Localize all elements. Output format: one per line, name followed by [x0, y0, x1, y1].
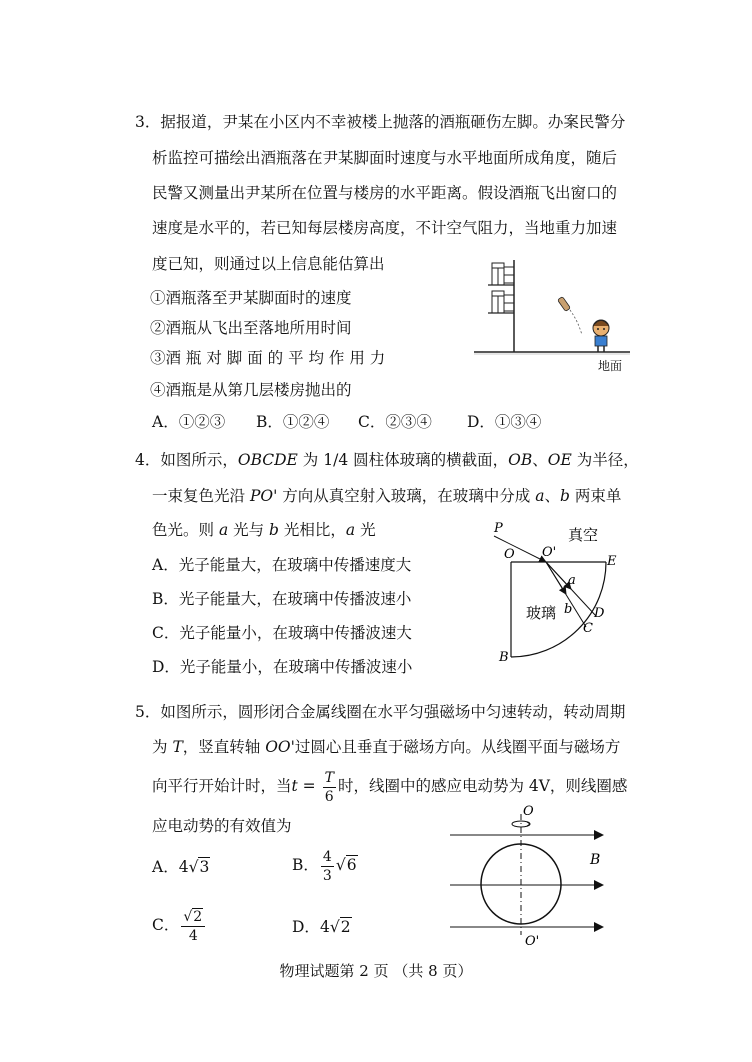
label-o-top: O [523, 804, 534, 819]
q3-item-2: ②酒瓶从飞出至落地所用时间 [150, 319, 352, 337]
q3-line-5: 度已知，则通过以上信息能估算出 [152, 255, 385, 273]
q4-option-a: A．光子能量大，在玻璃中传播速度大 [152, 556, 412, 574]
label-vacuum: 真空 [568, 526, 599, 544]
q3-option-c: C．②③④ [358, 413, 432, 431]
q3-line-3: 民警又测量出尹某所在位置与楼房的水平距离。假设酒瓶飞出窗口的 [152, 184, 618, 202]
label-glass: 玻璃 [526, 604, 557, 622]
q4-figure-glass [486, 520, 626, 665]
label-o-prime-bottom: O' [525, 934, 540, 948]
q3-item-3: ③酒 瓶 对 脚 面 的 平 均 作 用 力 [150, 349, 386, 367]
label-b-ray: b [564, 602, 573, 617]
q4-line-2: 一束复色光沿 PO' 方向从真空射入玻璃，在玻璃中分成 a、b 两束单 [152, 487, 622, 505]
label-b: B [499, 650, 509, 665]
q5-line-4: 应电动势的有效值为 [152, 817, 292, 835]
q3-line-4: 速度是水平的，若已知每层楼房高度，不计空气阻力，当地重力加速 [152, 219, 618, 237]
q5-line-3: 向平行开始计时，当t = $\frac{T}{6}$ 时，线圈中的感应电动势为 4V，则线圈感 [152, 769, 628, 805]
q5-option-d: D．4√2 [292, 918, 351, 936]
q4-option-d: D．光子能量小，在玻璃中传播波速小 [152, 658, 413, 676]
q4-option-b: B．光子能量大，在玻璃中传播波速小 [152, 590, 412, 608]
q3-line-2: 析监控可描绘出酒瓶落在尹某脚面时速度与水平地面所成角度，随后 [152, 149, 618, 167]
q5-figure-coil [445, 800, 620, 948]
q3-figure-ground-label: 地面 [598, 359, 623, 373]
label-o: O [504, 547, 515, 562]
q3-item-4: ④酒瓶是从第几层楼房抛出的 [150, 381, 352, 399]
q3-option-d: D．①③④ [467, 413, 542, 431]
label-d: D [594, 606, 605, 621]
q4-line-1: 4．如图所示，OBCDE 为 1/4 圆柱体玻璃的横截面，OB、OE 为半径， [135, 451, 639, 469]
q3-line-1: 3．据报道，尹某在小区内不幸被楼上抛落的酒瓶砸伤左脚。办案民警分 [135, 113, 626, 131]
page-footer: 物理试题第 2 页 （共 8 页） [279, 962, 473, 980]
bottle-icon [558, 297, 571, 312]
q4-option-c: C．光子能量小，在玻璃中传播波速大 [152, 624, 412, 642]
label-a: a [568, 573, 576, 588]
q5-line-2: 为 T，竖直转轴 OO'过圆心且垂直于磁场方向。从线圈平面与磁场方 [152, 738, 621, 756]
label-o-prime: O' [542, 545, 557, 560]
label-b-field: B [590, 852, 601, 868]
person-icon [593, 320, 609, 352]
q5-option-b: B． $\frac{4}{3}$ √6 [292, 848, 357, 884]
q4-line-3: 色光。则 a 光与 b 光相比，a 光 [152, 521, 376, 539]
q5-line-1: 5．如图所示，圆形闭合金属线圈在水平匀强磁场中匀速转动，转动周期 [135, 703, 626, 721]
label-e: E [607, 554, 617, 569]
q3-item-1: ①酒瓶落至尹某脚面时的速度 [150, 289, 352, 307]
label-c: C [583, 621, 593, 636]
label-p: P [494, 521, 503, 536]
q3-option-b: B．①②④ [256, 413, 330, 431]
q5-option-c: C． $\frac{√2}{4}$ [152, 905, 207, 945]
q5-option-a: A．4√3 [152, 858, 210, 876]
q3-option-a: A．①②③ [152, 413, 226, 431]
